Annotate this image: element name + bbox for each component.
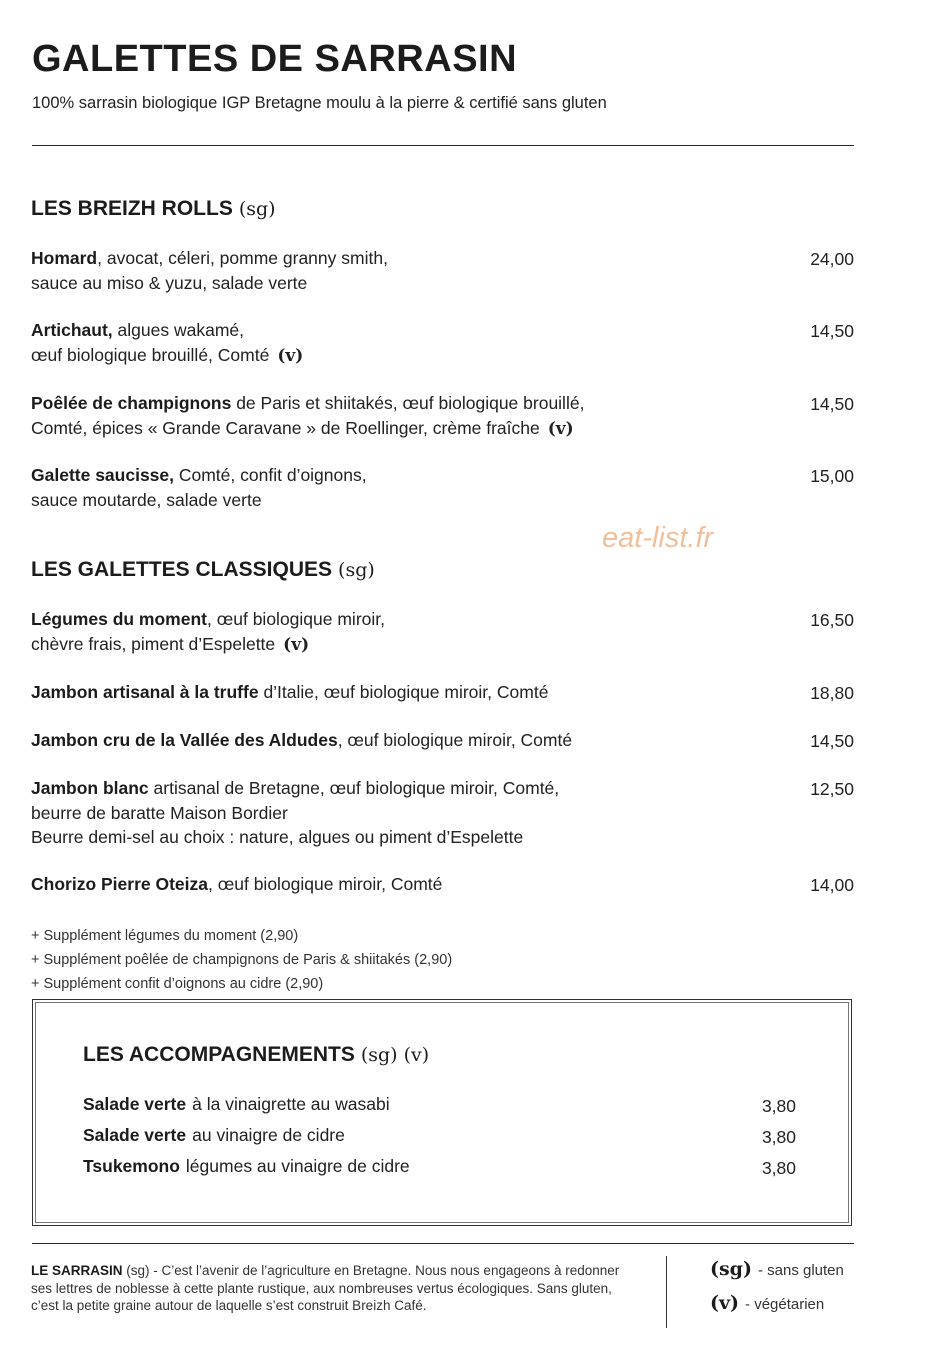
- item-price: 18,80: [810, 683, 854, 703]
- item-name: Galette saucisse,: [31, 465, 174, 485]
- item-price: 24,00: [810, 249, 854, 269]
- item-name: Jambon blanc: [31, 778, 149, 798]
- item-price: 14,50: [810, 321, 854, 341]
- accompaniment-item: [83, 1094, 796, 1115]
- legend-gluten-free: [710, 1258, 844, 1280]
- item-name: Chorizo Pierre Oteiza: [31, 874, 208, 894]
- footer-note-title: LE SARRASIN: [31, 1263, 123, 1278]
- item-description: légumes au vinaigre de cidre: [185, 1156, 410, 1176]
- item-name: Poêlée de champignons: [31, 393, 232, 413]
- item-price: 3,80: [761, 1158, 796, 1178]
- legend-vegetarian: [710, 1292, 824, 1314]
- supplement-item: + Supplément confit d’oignons au cidre (2,90): [31, 976, 324, 992]
- vegetarian-tag: (v): [277, 345, 304, 366]
- item-name: Jambon artisanal à la truffe: [31, 682, 259, 702]
- item-price: 14,00: [810, 875, 854, 895]
- footer-note-text: (sg) - C’est l’avenir de l’agriculture en Bretagne. Nous nous engageons à redonner ses lettres de noblesse à cette plante rustique, aux nombreuses vertus écologiques. Sans gluten, c’est la petite graine autour de laquelle s’est construit Breizh Café.: [31, 1263, 620, 1313]
- footer-divider: [32, 1243, 854, 1244]
- supplements-list: [31, 924, 452, 996]
- legend-label: - végétarien: [745, 1296, 825, 1313]
- item-price: 14,50: [810, 394, 854, 414]
- item-name: Légumes du moment: [31, 609, 207, 629]
- accompaniment-item: [83, 1156, 796, 1177]
- item-price: 16,50: [810, 610, 854, 630]
- menu-item-chorizo: Chorizo Pierre Oteiza, œuf biologique miroir, Comté 14,00: [31, 874, 854, 895]
- legend-symbol: (v): [710, 1292, 740, 1314]
- page-subtitle: 100% sarrasin biologique IGP Bretagne moulu à la pierre & certifié sans gluten: [32, 94, 607, 112]
- item-name: Tsukemono: [83, 1156, 180, 1176]
- item-price: 3,80: [761, 1127, 796, 1147]
- watermark: eat-list.fr: [602, 522, 714, 554]
- menu-item-homard: Homard, avocat, céleri, pomme granny smith, sauce au miso & yuzu, salade verte 24,00: [31, 248, 854, 293]
- section-title-galettes-classiques: LES GALETTES CLASSIQUES (sg): [31, 558, 375, 581]
- menu-item-jambon-cru: Jambon cru de la Vallée des Aldudes, œuf biologique miroir, Comté 14,50: [31, 730, 854, 751]
- legend-label: - sans gluten: [757, 1262, 844, 1279]
- supplement-item: + Supplément poêlée de champignons de Paris & shiitakés (2,90): [31, 952, 453, 968]
- menu-item-poelee-champignons: Poêlée de champignons de Paris et shiitakés, œuf biologique brouillé, Comté, épices « Grande Caravane » de Roellinger, crème fraîche (v) 14,50: [31, 393, 854, 439]
- gluten-free-vegetarian-tag: (sg) (v): [360, 1044, 430, 1066]
- menu-item-jambon-blanc: Jambon blanc artisanal de Bretagne, œuf biologique miroir, Comté, beurre de baratte Maison Bordier Beurre demi-sel au choix : nature, algues ou piment d’Espelette 12,50: [31, 778, 854, 847]
- item-name: Salade verte: [83, 1125, 187, 1145]
- legend-symbol: (sg): [710, 1258, 752, 1280]
- section-title-accompagnements: LES ACCOMPAGNEMENTS (sg) (v): [83, 1043, 430, 1066]
- item-price: 14,50: [810, 731, 854, 751]
- item-price: 15,00: [810, 466, 854, 486]
- item-name: Homard: [31, 248, 98, 268]
- item-description: à la vinaigrette au wasabi: [192, 1094, 390, 1114]
- gluten-free-tag: (sg): [238, 198, 276, 220]
- menu-item-artichaut: Artichaut, algues wakamé, œuf biologique brouillé, Comté (v) 14,50: [31, 320, 854, 366]
- vegetarian-tag: (v): [547, 418, 574, 439]
- menu-item-jambon-truffe: Jambon artisanal à la truffe d’Italie, œuf biologique miroir, Comté 18,80: [31, 682, 854, 703]
- gluten-free-tag: (sg): [338, 559, 375, 581]
- section-title-breizh-rolls: LES BREIZH ROLLS (sg): [31, 197, 276, 220]
- menu-item-legumes-du-moment: Légumes du moment, œuf biologique miroir, chèvre frais, piment d’Espelette (v) 16,50: [31, 609, 854, 655]
- vegetarian-tag: (v): [283, 634, 310, 655]
- item-price: 3,80: [761, 1096, 796, 1116]
- item-price: 12,50: [810, 779, 854, 799]
- item-name: Artichaut,: [31, 320, 113, 340]
- accompaniment-item: [83, 1125, 796, 1146]
- page-title: GALETTES DE SARRASIN: [32, 38, 518, 80]
- item-description: au vinaigre de cidre: [192, 1125, 345, 1145]
- supplement-item: + Supplément légumes du moment (2,90): [31, 928, 299, 944]
- item-name: Jambon cru de la Vallée des Aldudes: [31, 730, 338, 750]
- item-name: Salade verte: [83, 1094, 187, 1114]
- header-divider: [32, 145, 854, 146]
- footer-vertical-divider: [666, 1256, 667, 1328]
- footer-note: [31, 1262, 631, 1315]
- menu-item-galette-saucisse: Galette saucisse, Comté, confit d’oignons, sauce moutarde, salade verte 15,00: [31, 465, 854, 510]
